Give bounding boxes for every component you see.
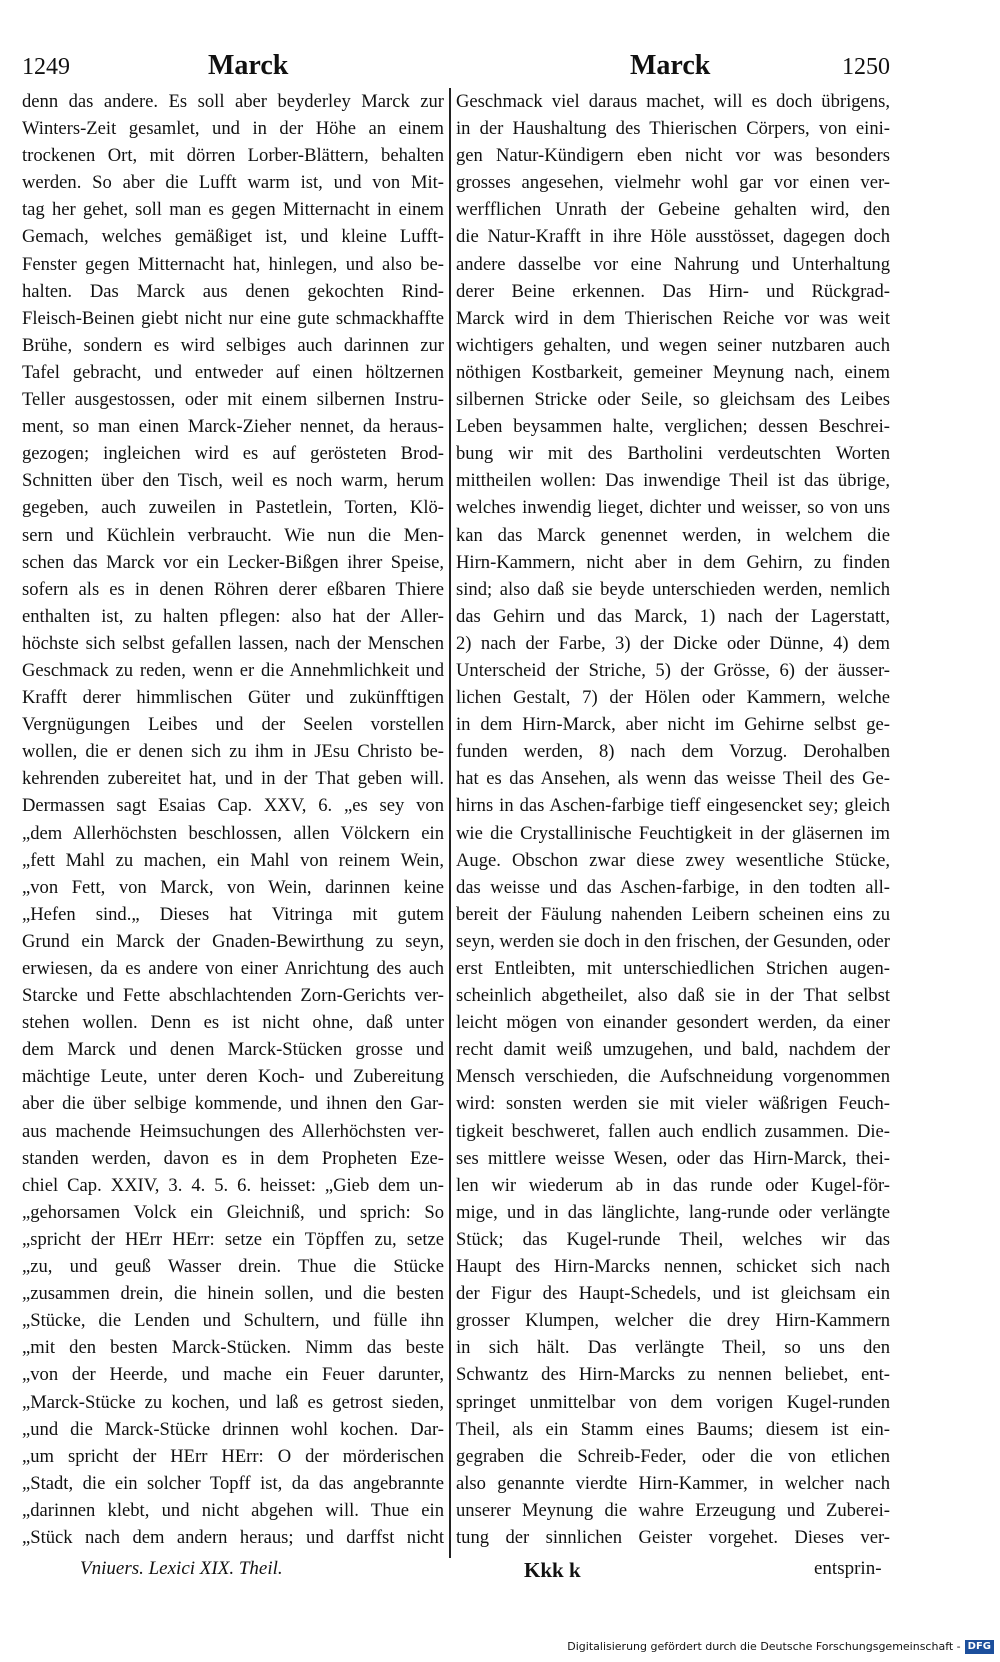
- text-line: erst Entleibten, mit unterschiedlichen Strichen augen-: [456, 958, 890, 979]
- text-line: mige, und in das länglichte, lang-runde oder verlängte: [456, 1201, 890, 1223]
- text-line: Marck wird in dem Thierischen Reiche vor was weit: [456, 307, 890, 329]
- text-line: hirns in das Aschen-farbige tieff eingesencket sey; gleich: [456, 795, 890, 817]
- text-line: bung wir mit des Bartholini verdeutschten Worten: [456, 443, 890, 465]
- text-line: „Hefen sind.„ Dieses hat Vitringa mit gutem: [22, 903, 444, 925]
- signature-mark: Vniuers. Lexici XIX. Theil.: [80, 1558, 283, 1579]
- text-line: tag her gehet, soll man es gegen Mitternacht in einem: [22, 199, 444, 221]
- credit-text: Digitalisierung gefördert durch die Deutsche Forschungsgemeinschaft -: [567, 1640, 961, 1653]
- text-line: len wir wiederum ab in das runde oder Kugel-för-: [456, 1174, 890, 1196]
- text-line: grosses angesehen, vielmehr wohl gar vor einen ver-: [456, 172, 890, 194]
- column-divider: [449, 88, 451, 1558]
- text-line: „gehorsamen Volck ein Gleichniß, und sprich: So: [22, 1201, 444, 1223]
- text-line: aus machende Heimsuchungen des Allerhöchsten ver-: [22, 1120, 444, 1142]
- text-line: Grund ein Marck der Gnaden-Bewirthung zu seyn,: [22, 930, 444, 952]
- text-line: seyn, werden sie doch in den frischen, der Gesunden, oder: [456, 930, 890, 952]
- text-line: springet unmittelbar von dem vorigen Kugel-runden: [456, 1391, 890, 1413]
- text-line: scheinlich abgetheilet, also daß sie in der That selbst: [456, 985, 890, 1007]
- text-line: leicht mögen von einander gesondert werden, da einer: [456, 1012, 890, 1034]
- text-line: Vergnügungen Leibes und der Seelen vorstellen: [22, 714, 444, 736]
- text-line: Winters-Zeit gesamlet, und in der Höhe an einem: [22, 118, 444, 140]
- digitization-credit: [567, 1638, 994, 1656]
- text-line: Stück; das Kugel-runde Theil, welches wir das: [456, 1228, 890, 1250]
- text-line: „Stücke, die Lenden und Schultern, und fülle ihn: [22, 1310, 444, 1332]
- text-line: sofern als es in denen Röhren derer eßbaren Thiere: [22, 578, 444, 600]
- text-line: Schwantz des Hirn-Marcks zu nennen beliebet, ent-: [456, 1364, 890, 1386]
- text-line: „Marck-Stücke zu kochen, und laß es getrost sieden,: [22, 1391, 444, 1413]
- text-line: stehen wollen. Denn es ist nicht ohne, daß unter: [22, 1012, 444, 1034]
- text-line: in sich hält. Das verlängte Theil, so uns den: [456, 1337, 890, 1359]
- text-line: die Natur-Krafft in ihre Höle ausstösset, dagegen doch: [456, 226, 890, 248]
- text-line: erwiesen, da es andere von einer Anrichtung des auch: [22, 958, 444, 979]
- text-line: recht damit weiß umzugehen, und bald, nachdem der: [456, 1039, 890, 1061]
- text-line: [22, 1551, 444, 1552]
- text-line: andere dasselbe vor eine Nahrung und Unterhaltung: [456, 253, 890, 275]
- text-line: Haupt des Hirn-Marcks nennen, schicket sich nach: [456, 1256, 890, 1278]
- text-line: gen Natur-Kündigern eben nicht vor was besonders: [456, 145, 890, 167]
- text-line: Geschmack zu reden, wenn er die Annehmlichkeit und: [22, 659, 444, 681]
- text-line: tung der sinnlichen Geister vorgehet. Dieses ver-: [456, 1526, 890, 1548]
- text-line: funden werden, 8) nach dem Vorzug. Derohalben: [456, 741, 890, 763]
- text-line: Gemach, welches gemäßiget ist, und kleine Lufft-: [22, 226, 444, 248]
- header-title-right: Marck: [630, 50, 711, 81]
- running-header: [22, 48, 890, 88]
- text-line: „zu, und geuß Wasser drein. Thue die Stücke: [22, 1256, 444, 1278]
- text-line: ment, so man einen Marck-Zieher nennet, da heraus-: [22, 416, 444, 438]
- text-line: tigkeit beschweret, fallen auch endlich zusammen. Die-: [456, 1120, 890, 1142]
- text-line: derer Beine erkennen. Das Hirn- und Rückgrad-: [456, 280, 890, 302]
- text-line: mittheilen wollen: Das inwendige Theil ist das übrige,: [456, 470, 890, 492]
- text-line: „von der Heerde, und mache ein Feuer darunter,: [22, 1364, 444, 1386]
- text-line: höchste sich selbst gefallen lassen, nach der Menschen: [22, 632, 444, 654]
- text-line: Mensch verschieden, die Aufschneidung vorgenommen: [456, 1066, 890, 1088]
- text-line: lichen Gestalt, 7) der Hölen oder Kammern, welche: [456, 687, 890, 709]
- text-line: „spricht der HErr HErr: setze ein Töpffen zu, setze: [22, 1228, 444, 1250]
- text-line: nöthigen Kostbarkeit, gemeiner Meynung nach, einem: [456, 361, 890, 383]
- text-line: „und die Marck-Stücke drinnen wohl kochen. Dar-: [22, 1418, 444, 1440]
- text-line: kehrenden zubereitet hat, und in der That geben will.: [22, 768, 444, 790]
- text-line: gegeben, auch zuweilen in Pastetlein, Torten, Klö-: [22, 497, 444, 519]
- text-line: Schnitten über den Tisch, weil es noch warm, herum: [22, 470, 444, 492]
- text-line: „Stadt, die ein solcher Topff ist, da das angebrannte: [22, 1472, 444, 1494]
- text-line: „darinnen klebt, und nicht abgehen will. Thue ein: [22, 1499, 444, 1521]
- right-text-column: [456, 88, 890, 1552]
- text-line: sern und Küchlein verbraucht. Wie nun die Men-: [22, 524, 444, 546]
- text-line: unserer Meynung die wahre Erzeugung und Zuberei-: [456, 1499, 890, 1521]
- text-line: [456, 1551, 890, 1552]
- text-line: ses mittlere weisse Wesen, oder das Hirn-Marck, thei-: [456, 1147, 890, 1169]
- text-line: wie die Crystallinische Feuchtigkeit in der gläsernen im: [456, 822, 890, 844]
- text-line: enthalten ist, zu halten pflegen: also hat der Aller-: [22, 605, 444, 627]
- text-line: hat es das Ansehen, als wenn das weisse Theil des Ge-: [456, 768, 890, 790]
- text-line: silbernen Stricke oder Seile, so gleichsam des Leibes: [456, 389, 890, 411]
- text-line: gegraben die Schreib-Feder, oder die von etlichen: [456, 1445, 890, 1467]
- text-line: „von Fett, von Marck, von Wein, darinnen keine: [22, 876, 444, 898]
- text-line: „dem Allerhöchsten beschlossen, allen Völckern ein: [22, 822, 444, 844]
- text-line: Brühe, sondern es wird selbiges auch darinnen zur: [22, 334, 444, 356]
- text-line: der Figur des Haupt-Schedels, und ist gleichsam ein: [456, 1283, 890, 1305]
- text-line: „zusammen drein, die hinein sollen, und die besten: [22, 1283, 444, 1305]
- text-line: mächtige Leute, unter deren Koch- und Zubereitung: [22, 1066, 444, 1088]
- text-line: in dem Hirn-Marck, aber nicht im Gehirne selbst ge-: [456, 714, 890, 736]
- text-line: standen werden, davon es in dem Propheten Eze-: [22, 1147, 444, 1169]
- catchword: entsprin-: [814, 1558, 882, 1579]
- text-line: Fenster gegen Mitternacht hat, hinlegen, und also be-: [22, 253, 444, 275]
- text-line: Leben beysammen halte, verglichen; dessen Beschrei-: [456, 416, 890, 438]
- left-text-column: [22, 88, 444, 1552]
- header-title-left: Marck: [208, 50, 289, 81]
- text-line: Theil, als ein Stamm eines Baums; diesem ist ein-: [456, 1418, 890, 1440]
- text-line: schen das Marck vor ein Lecker-Bißgen ihrer Speise,: [22, 551, 444, 573]
- text-line: werfflichen Unrath der Gebeine gehalten wird, den: [456, 199, 890, 221]
- gathering-mark: Kkk k: [524, 1558, 581, 1582]
- dfg-logo-icon: DFG: [965, 1640, 994, 1654]
- text-line: also genannte vierdte Hirn-Kammer, in welcher nach: [456, 1472, 890, 1494]
- text-line: Teller ausgestossen, oder mit einem silbernen Instru-: [22, 389, 444, 411]
- text-line: das Gehirn und das Marck, 1) nach der Lagerstatt,: [456, 605, 890, 627]
- text-line: wichtigers gehalten, und wegen seiner nutzbaren auch: [456, 334, 890, 356]
- text-line: werden. So aber die Lufft warm ist, und von Mit-: [22, 172, 444, 194]
- text-line: „um spricht der HErr HErr: O der mörderischen: [22, 1445, 444, 1467]
- text-line: Hirn-Kammern, nicht aber in dem Gehirn, zu finden: [456, 551, 890, 573]
- text-line: halten. Das Marck aus denen gekochten Rind-: [22, 280, 444, 302]
- text-line: gezogen; ingleichen wird es auf gerösteten Brod-: [22, 443, 444, 465]
- text-line: Dermassen sagt Esaias Cap. XXV, 6. „es sey von: [22, 795, 444, 817]
- text-line: welches inwendig lieget, dichter und weisser, so von uns: [456, 497, 890, 519]
- text-line: sind; also daß sie beyde unterschieden werden, nemlich: [456, 578, 890, 600]
- text-line: „Stück nach dem andern heraus; und darffst nicht: [22, 1526, 444, 1548]
- text-line: bereit der Fäulung nahenden Leibern scheinen eins zu: [456, 903, 890, 925]
- text-line: Fleisch-Beinen giebt nicht nur eine gute schmackhaffte: [22, 307, 444, 329]
- text-line: Starcke und Fette abschlachtenden Zorn-Gerichts ver-: [22, 985, 444, 1007]
- text-line: dem Marck und denen Marck-Stücken grosse und: [22, 1039, 444, 1061]
- page-number-right: 1250: [842, 54, 890, 80]
- text-line: „fett Mahl zu machen, ein Mahl von reinem Wein,: [22, 849, 444, 871]
- text-line: in der Haushaltung des Thierischen Cörpers, von eini-: [456, 118, 890, 140]
- text-line: kan das Marck genennet werden, in welchem die: [456, 524, 890, 546]
- text-line: Krafft derer himmlischen Güter und zukünfftigen: [22, 687, 444, 709]
- text-line: chiel Cap. XXIV, 3. 4. 5. 6. heisset: „Gieb dem un-: [22, 1174, 444, 1196]
- text-line: Unterscheid der Striche, 5) der Grösse, 6) der äusser-: [456, 659, 890, 681]
- page-number-left: 1249: [22, 54, 70, 80]
- text-line: Auge. Obschon zwar diese zwey wesentliche Stücke,: [456, 849, 890, 871]
- text-line: wird: sonsten werden sie mit vieler wäßrigen Feuch-: [456, 1093, 890, 1115]
- text-line: Geschmack viel daraus machet, will es doch übrigens,: [456, 91, 890, 112]
- text-line: „mit den besten Marck-Stücken. Nimm das beste: [22, 1337, 444, 1359]
- text-line: denn das andere. Es soll aber beyderley Marck zur: [22, 91, 444, 112]
- text-line: wollen, die er denen sich zu ihm in JEsu Christo be-: [22, 741, 444, 763]
- text-line: grosser Klumpen, welcher die drey Hirn-Kammern: [456, 1310, 890, 1332]
- text-line: Tafel gebracht, und entweder auf einen höltzernen: [22, 361, 444, 383]
- text-line: das weisse und das Aschen-farbige, in den todten all-: [456, 876, 890, 898]
- text-line: 2) nach der Farbe, 3) der Dicke oder Dünne, 4) dem: [456, 632, 890, 654]
- text-line: trockenen Ort, mit dörren Lorber-Blättern, behalten: [22, 145, 444, 167]
- text-line: aber die über selbige kommende, und ihnen den Gar-: [22, 1093, 444, 1115]
